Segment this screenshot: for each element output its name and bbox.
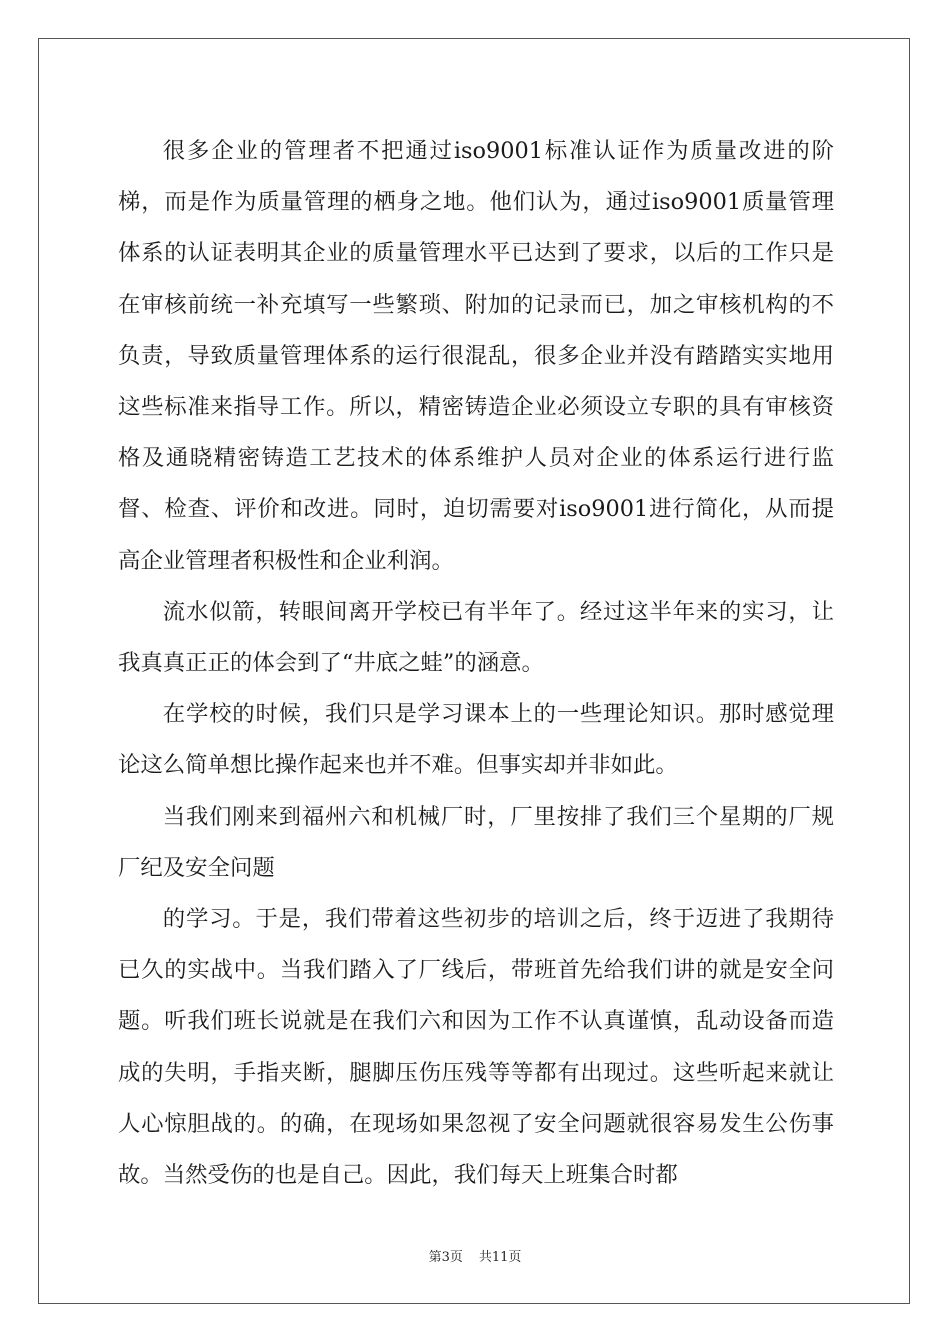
paragraph-5: 的学习。于是，我们带着这些初步的培训之后，终于迈进了我期待已久的实战中。当我们踏入了厂线后，带班首先给我们讲的就是安全问题。听我们班长说就是在我们六和因为工作不认真谨慎，乱动设备而造成的失明，手指夹断，腿脚压伤压残等等都有出现过。这些听起来就让人心惊胆战的。的确，在现场如果忽视了安全问题就很容易发生公伤事故。当然受伤的也是自己。因此，我们每天上班集合时都 xyxy=(118,906,834,1189)
document-body xyxy=(118,126,834,1201)
page-footer xyxy=(0,1246,950,1265)
paragraph-3: 在学校的时候，我们只是学习课本上的一些理论知识。那时感觉理论这么简单想比操作起来也并不难。但事实却并非如此。 xyxy=(118,701,834,779)
paragraph-1: 很多企业的管理者不把通过iso9001标准认证作为质量改进的阶梯，而是作为质量管理的栖身之地。他们认为，通过iso9001质量管理体系的认证表明其企业的质量管理水平已达到了要求，以后的工作只是在审核前统一补充填写一些繁琐、附加的记录而已，加之审核机构的不负责，导致质量管理体系的运行很混乱，很多企业并没有踏踏实实地用这些标准来指导工作。所以，精密铸造企业必须设立专职的具有审核资格及通晓精密铸造工艺技术的体系维护人员对企业的体系运行进行监督、检查、评价和改进。同时，迫切需要对iso9001进行简化，从而提高企业管理者积极性和企业利润。 xyxy=(118,138,834,574)
paragraph-4: 当我们刚来到福州六和机械厂时，厂里按排了我们三个星期的厂规厂纪及安全问题 xyxy=(118,803,834,881)
page-number: 第3页 xyxy=(428,1250,463,1265)
paragraph-2: 流水似箭，转眼间离开学校已有半年了。经过这半年来的实习，让我真真正正的体会到了“井底之蛙”的涵意。 xyxy=(118,598,834,677)
page-total: 共11页 xyxy=(478,1250,522,1265)
